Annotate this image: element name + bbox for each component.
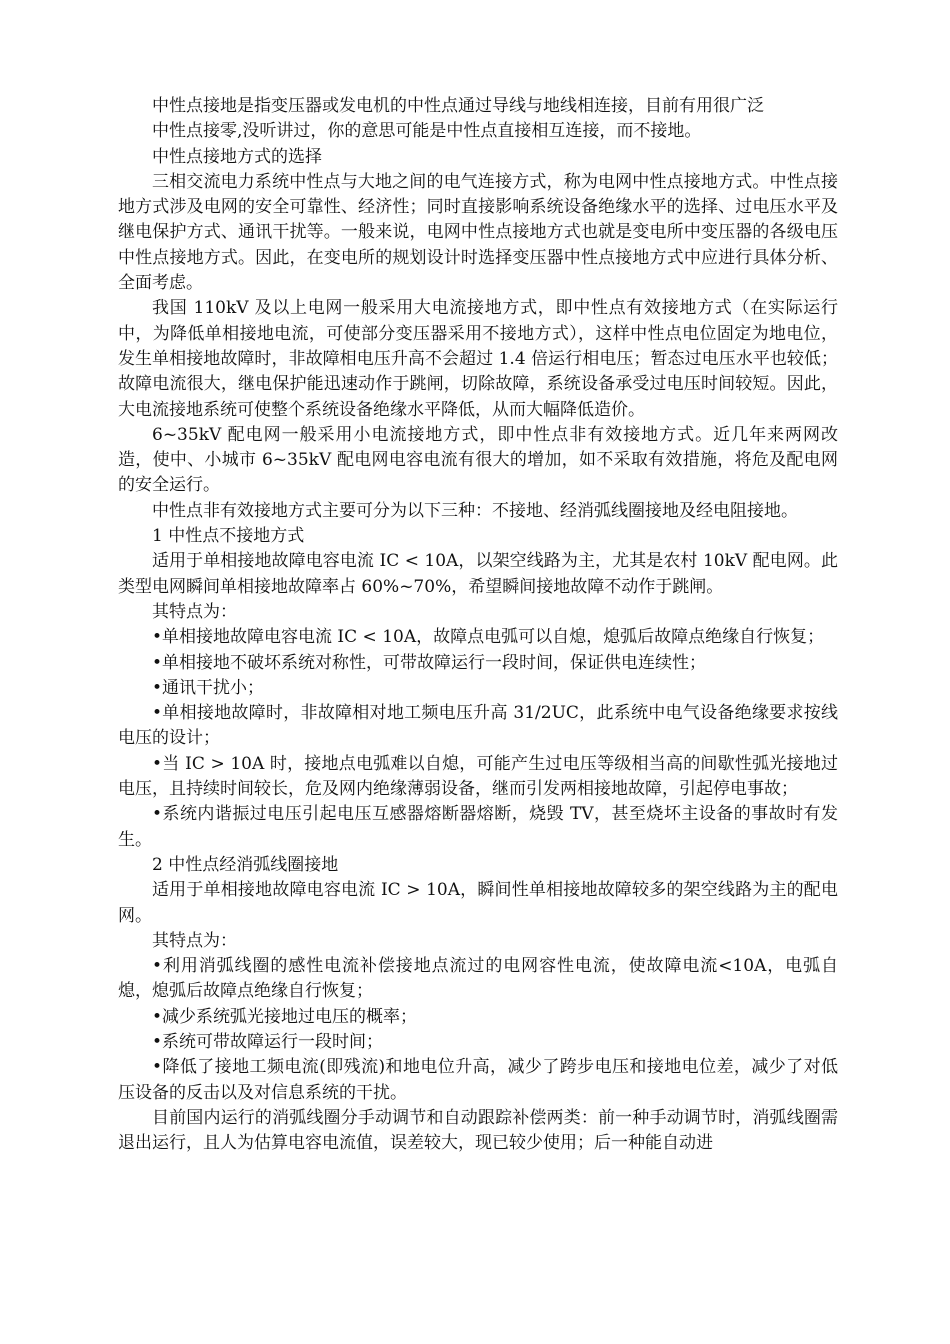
list-item: •单相接地故障电容电流 IC < 10A，故障点电弧可以自熄，熄弧后故障点绝缘自行恢复； xyxy=(152,627,825,648)
list-item: •减少系统弧光接地过电压的概率； xyxy=(152,1006,418,1027)
list-item: •系统内谐振过电压引起电压互感器熔断器熔断，烧毁 TV，甚至烧坏主设备的事故时有发生。 xyxy=(118,804,838,850)
features-heading-arc-suppression: 其特点为： xyxy=(152,930,237,951)
document-page xyxy=(118,94,838,1156)
paragraph-110kv-grounding: 我国 110kV 及以上电网一般采用大电流接地方式，即中性点有效接地方式（在实际运行中，为降低单相接地电流，可使部分变压器采用不接地方式），这样中性点电位固定为地电位，发生单相接地故障时，非故障相电压升高不会超过 1.4 倍运行相电压；暂态过电压水平也较低；故障电流很大，继电保护能迅速动作于跳闸，切除故障，系统设备承受过电压时间较短。因此，大电流接地系统可使整个系统设备绝缘水平降低，从而大幅降低造价。 xyxy=(118,298,838,420)
list-item: •降低了接地工频电流(即残流)和地电位升高，减少了跨步电压和接地电位差，减少了对低压设备的反击以及对信息系统的干扰。 xyxy=(118,1057,838,1103)
paragraph-neutral-grounding-definition: 中性点接地是指变压器或发电机的中性点通过导线与地线相连接，目前有用很广泛 xyxy=(152,96,764,116)
section-heading-grounding-selection: 中性点接地方式的选择 xyxy=(152,146,322,167)
list-item: •通讯干扰小； xyxy=(152,677,265,698)
list-item: •单相接地故障时，非故障相对地工频电压升高 31/2UC，此系统中电气设备绝缘要求按线电压的设计； xyxy=(118,703,838,749)
paragraph-neutral-connection-note: 中性点接零,没听讲过，你的意思可能是中性点直接相互连接，而不接地。 xyxy=(152,121,702,142)
paragraph-grounding-overview: 三相交流电力系统中性点与大地之间的电气连接方式，称为电网中性点接地方式。中性点接地方式涉及电网的安全可靠性、经济性；同时直接影响系统设备绝缘水平的选择、过电压水平及继电保护方式、通讯干扰等。一般来说，电网中性点接地方式也就是变电所中变压器的各级电压中性点接地方式。因此，在变电所的规划设计时选择变压器中性点接地方式中应进行具体分析、全面考虑。 xyxy=(118,171,838,294)
list-item: •系统可带故障运行一段时间； xyxy=(152,1031,384,1052)
paragraph-arc-coil-types: 目前国内运行的消弧线圈分手动调节和自动跟踪补偿两类：前一种手动调节时，消弧线圈需退出运行，且人为估算电容电流值，误差较大，现已较少使用；后一种能自动进 xyxy=(118,1107,838,1154)
list-item: •利用消弧线圈的感性电流补偿接地点流过的电网容性电流，使故障电流<10A，电弧自熄，熄弧后故障点绝缘自行恢复； xyxy=(118,956,838,1002)
paragraph-non-effective-types: 中性点非有效接地方式主要可分为以下三种：不接地、经消弧线圈接地及经电阻接地。 xyxy=(152,500,798,521)
list-item: •当 IC > 10A 时，接地点电弧难以自熄，可能产生过电压等级相当高的间歇性弧光接地过电压，且持续时间较长，危及网内绝缘薄弱设备，继而引发两相接地故障，引起停电事故； xyxy=(118,753,838,800)
section-heading-arc-suppression: 2 中性点经消弧线圈接地 xyxy=(152,854,339,875)
section-heading-ungrounded: 1 中性点不接地方式 xyxy=(152,526,305,547)
paragraph-6-35kv-grounding: 6~35kV 配电网一般采用小电流接地方式，即中性点非有效接地方式。近几年来两网改造，使中、小城市 6~35kV 配电网电容电流有很大的增加，如不采取有效措施，将危及配电网的安全运行。 xyxy=(118,424,838,496)
paragraph-ungrounded-applicability: 适用于单相接地故障电容电流 IC < 10A，以架空线路为主，尤其是农村 10kV 配电网。此类型电网瞬间单相接地故障率占 60%~70%，希望瞬间接地故障不动作于跳闸。 xyxy=(118,551,838,597)
paragraph-arc-suppression-applicability: 适用于单相接地故障电容电流 IC > 10A，瞬间性单相接地故障较多的架空线路为主的配电网。 xyxy=(118,880,838,926)
list-item: •单相接地不破坏系统对称性，可带故障运行一段时间，保证供电连续性； xyxy=(152,652,707,673)
features-heading-ungrounded: 其特点为： xyxy=(152,601,237,622)
